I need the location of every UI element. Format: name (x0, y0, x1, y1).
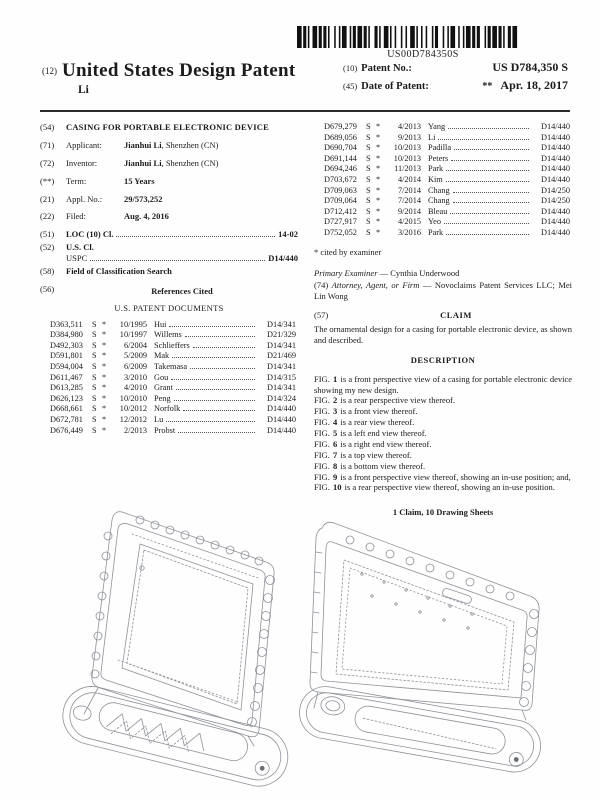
dotted-leader (451, 160, 529, 161)
ref-classification: D14/250 (540, 196, 570, 206)
ref-inventor-name: Kim (428, 175, 443, 185)
ref-kind-code: S (366, 164, 371, 174)
drawing-sheet (0, 498, 600, 800)
dash: — (422, 280, 432, 291)
ref-patent-number: D694,246 (324, 164, 357, 174)
front-perspective-figure (58, 502, 300, 800)
loc-label: LOC (10) Cl. (66, 229, 114, 240)
uscl-num: (52) (40, 242, 55, 253)
invention-title: CASING FOR PORTABLE ELECTRONIC DEVICE (66, 122, 269, 132)
dotted-leader (193, 347, 255, 348)
ref-star: * (376, 196, 381, 206)
ref-classification: D14/440 (540, 122, 570, 131)
date-code: (45) (343, 81, 358, 91)
field-num: (22) (40, 211, 55, 222)
us-class-row (40, 242, 298, 264)
ref-kind-code: S (366, 185, 371, 195)
dotted-leader (438, 139, 529, 140)
ref-star: * (102, 330, 107, 340)
dotted-leader (185, 336, 255, 337)
ref-classification: D14/440 (540, 164, 570, 174)
ref-date: 4/2010 (123, 383, 147, 393)
ref-star: * (376, 228, 381, 238)
field-label: Appl. No.: (66, 193, 103, 204)
field-value: 15 Years (124, 175, 155, 186)
figure-description: FIG. 4 is a rear view thereof. (314, 417, 415, 428)
figure-description: FIG. 2 is a rear perspective view thereof. (314, 395, 456, 406)
dotted-leader (453, 202, 529, 203)
ref-inventor-name: Takemasa (154, 361, 188, 371)
ref-inventor-name: Padilla (428, 143, 452, 153)
uscl-sub: USPC (66, 253, 88, 263)
ref-date: 10/1995 (119, 319, 147, 329)
ref-date: 2/2013 (123, 425, 147, 435)
ref-classification: D14/315 (266, 372, 296, 382)
figure-description: FIG. 10 is a rear perspective view thereof, showing an in-use position. (314, 482, 555, 493)
ref-date: 10/2013 (393, 153, 421, 163)
cited-by-examiner-note: * cited by examiner (314, 246, 382, 257)
ref-inventor-name: Mak (154, 351, 170, 361)
ref-inventor-name: Peng (154, 393, 171, 403)
ref-star: * (376, 143, 381, 153)
reference-row (50, 404, 296, 415)
ref-star: * (102, 351, 107, 361)
reference-row (50, 351, 296, 362)
ref-star: * (376, 175, 381, 185)
claim-heading: CLAIM (440, 310, 472, 321)
ref-classification: D14/341 (266, 383, 296, 393)
ref-date: 7/2014 (397, 196, 421, 206)
ref-inventor-name: Yeo (428, 217, 441, 227)
ref-star: * (376, 153, 381, 163)
ref-inventor-name: Hui (154, 319, 167, 329)
reference-row (324, 207, 570, 218)
field-num: (72) (40, 157, 55, 168)
ref-patent-number: D363,511 (50, 319, 83, 329)
ref-classification: D14/440 (540, 153, 570, 163)
ref-classification: D14/440 (540, 143, 570, 153)
ref-inventor-name: Chang (428, 196, 450, 206)
ref-patent-number: D384,980 (50, 330, 83, 340)
ref-patent-number: D727,917 (324, 217, 357, 227)
dotted-leader (116, 236, 275, 237)
primary-examiner-label: Primary Examiner (314, 267, 378, 278)
dotted-leader (450, 213, 529, 214)
dotted-leader (446, 234, 529, 235)
ref-star: * (102, 393, 107, 403)
barcode (297, 26, 549, 48)
ref-inventor-name: Gou (154, 372, 169, 382)
attorney-line (314, 280, 572, 302)
ref-kind-code: S (366, 196, 371, 206)
ref-kind-code: S (366, 153, 371, 163)
reference-row (324, 175, 570, 186)
ref-kind-code: S (92, 319, 97, 329)
ref-classification: D14/440 (540, 132, 570, 142)
field-num: (71) (40, 139, 55, 150)
loc-value: 14-02 (278, 229, 298, 240)
reference-row (324, 186, 570, 197)
field-label: Term: (66, 175, 87, 186)
refs-num: (56) (40, 283, 55, 294)
attorney-num: (74) (314, 280, 329, 291)
invention-title-row (40, 122, 298, 133)
reference-row (50, 330, 296, 341)
ref-patent-number: D672,781 (50, 414, 83, 424)
ref-inventor-name: Chang (428, 185, 450, 195)
ref-classification: D14/341 (266, 340, 296, 350)
header-right (343, 60, 568, 96)
ref-classification: D14/341 (266, 319, 296, 329)
reference-row (50, 383, 296, 394)
dotted-leader (446, 170, 529, 171)
ref-inventor-name: Grant (154, 383, 173, 393)
bibliographic-field-row (40, 176, 298, 187)
figure-description: FIG. 3 is a front view thereof. (314, 406, 418, 417)
kind-code: (12) (42, 66, 57, 76)
dotted-leader (169, 326, 255, 327)
field-value: 29/573,252 (124, 193, 163, 204)
barcode-block (292, 26, 554, 60)
ref-classification: D14/250 (540, 185, 570, 195)
claim-heading-row (314, 310, 572, 321)
bibliographic-field-row (40, 158, 298, 169)
page-title: United States Design Patent (62, 60, 296, 81)
ref-inventor-name: Willems (154, 330, 182, 340)
date-label: Date of Patent: (361, 81, 429, 92)
ref-classification: D14/324 (266, 393, 296, 403)
reference-row (50, 415, 296, 426)
ref-date: 10/2013 (393, 143, 421, 153)
reference-row (324, 154, 570, 165)
ref-date: 10/1997 (119, 330, 147, 340)
ref-date: 4/2015 (397, 217, 421, 227)
ref-classification: D14/440 (540, 217, 570, 227)
ref-patent-number: D591,801 (50, 351, 83, 361)
figure-description: FIG. 9 is a front perspective view thereof, showing an in-use position; and, (314, 471, 571, 482)
figure-description: FIG. 1 is a front perspective view of a casing for portable electronic device showing my new design. (314, 373, 573, 395)
ref-inventor-name: Schlieffers (154, 340, 190, 350)
ref-classification: D14/440 (540, 206, 570, 216)
ref-kind-code: S (92, 404, 97, 414)
ref-classification: D14/440 (540, 228, 570, 238)
us-patent-documents-heading: U.S. PATENT DOCUMENTS (114, 302, 224, 313)
ref-star: * (376, 217, 381, 227)
dotted-leader (454, 149, 529, 150)
dotted-leader (166, 421, 255, 422)
patent-no-label: Patent No.: (361, 63, 412, 74)
patent-no-value: US D784,350 S (492, 60, 568, 74)
ref-patent-number: D679,279 (324, 122, 357, 131)
ref-inventor-name: Yang (428, 122, 446, 131)
field-label: Filed: (66, 211, 86, 222)
ref-date: 7/2014 (397, 185, 421, 195)
ref-kind-code: S (366, 132, 371, 142)
ref-kind-code: S (92, 383, 97, 393)
reference-list-right (314, 122, 572, 239)
figure-descriptions (314, 374, 572, 494)
bibliographic-field-row (40, 194, 298, 205)
ref-kind-code: S (366, 228, 371, 238)
reference-row (324, 122, 570, 133)
ref-star: * (102, 340, 107, 350)
ref-inventor-name: Li (428, 132, 436, 142)
ref-date: 10/2010 (119, 393, 147, 403)
examiner-attorney-block (314, 268, 572, 303)
dotted-leader (171, 379, 255, 380)
dotted-leader (453, 192, 529, 193)
ref-date: 3/2016 (397, 228, 421, 238)
ref-date: 3/2010 (123, 372, 147, 382)
fcs-label: Field of Classification Search (66, 265, 172, 276)
rear-perspective-figure (292, 512, 562, 780)
patent-no-code: (10) (343, 63, 358, 73)
uscl-value: D14/440 (268, 253, 298, 263)
ref-classification: D14/341 (266, 361, 296, 371)
reference-row (50, 373, 296, 384)
ref-inventor-name: Peters (428, 153, 449, 163)
ref-patent-number: D613,285 (50, 383, 83, 393)
dotted-leader (448, 128, 529, 129)
ref-patent-number: D594,004 (50, 361, 83, 371)
attorney-label: Attorney, Agent, or Firm (331, 280, 420, 291)
reference-row (50, 341, 296, 352)
ref-patent-number: D703,672 (324, 175, 357, 185)
ref-star: * (102, 383, 107, 393)
reference-row (50, 362, 296, 373)
ref-date: 5/2009 (123, 351, 147, 361)
primary-examiner-line (314, 268, 572, 279)
ref-patent-number: D690,704 (324, 143, 357, 153)
ref-inventor-name: Probst (154, 425, 176, 435)
description-heading: DESCRIPTION (410, 354, 476, 365)
title-num: (54) (40, 122, 55, 132)
reference-row (324, 228, 570, 239)
ref-kind-code: S (92, 414, 97, 424)
figure-description: FIG. 6 is a right end view thereof. (314, 438, 432, 449)
dotted-leader (444, 223, 529, 224)
reference-row (50, 320, 296, 331)
ref-classification: D14/440 (266, 425, 296, 435)
dotted-leader (190, 368, 255, 369)
ref-patent-number: D691,144 (324, 153, 357, 163)
ref-star: * (376, 206, 381, 216)
ref-star: * (102, 361, 107, 371)
ref-star: * (102, 404, 107, 414)
ref-kind-code: S (92, 372, 97, 382)
ref-date: 11/2013 (394, 164, 421, 174)
references-heading: References Cited (151, 285, 213, 296)
bibliographic-field-row (40, 211, 298, 222)
uscl-label: U.S. Cl. (66, 242, 94, 253)
primary-examiner-name: Cynthia Underwood (390, 267, 460, 278)
header-rule (40, 110, 570, 112)
dotted-leader (172, 357, 255, 358)
dotted-leader (446, 181, 529, 182)
field-label: Inventor: (66, 157, 98, 168)
bibliographic-field-row (40, 140, 298, 151)
dotted-leader (90, 260, 265, 261)
ref-star: * (376, 164, 381, 174)
header-left (42, 60, 295, 96)
left-column (40, 122, 298, 518)
ref-inventor-name: Park (428, 164, 444, 174)
field-label: Applicant: (66, 139, 102, 150)
reference-row (50, 394, 296, 405)
date-value (482, 78, 568, 93)
field-value: Aug. 4, 2016 (124, 211, 169, 222)
field-search-row (40, 266, 298, 277)
ref-inventor-name: Lu (154, 414, 164, 424)
dash: — (379, 267, 389, 278)
ref-kind-code: S (92, 351, 97, 361)
claims-sheets-line: 1 Claim, 10 Drawing Sheets (392, 507, 494, 518)
ref-date: 4/2014 (397, 175, 421, 185)
ref-kind-code: S (366, 175, 371, 185)
field-num: (21) (40, 193, 55, 204)
dotted-leader (174, 400, 255, 401)
ref-date: 9/2013 (397, 132, 421, 142)
dotted-leader (183, 410, 255, 411)
ref-date: 9/2014 (397, 206, 421, 216)
inventor-surname: Li (78, 84, 89, 96)
ref-patent-number: D626,123 (50, 393, 83, 403)
ref-classification: D14/440 (266, 414, 296, 424)
field-value: Jianhui Li, Shenzhen (CN) (124, 157, 219, 168)
ref-star: * (376, 122, 381, 131)
ref-star: * (102, 372, 107, 382)
reference-row (324, 164, 570, 175)
ref-star: * (102, 425, 107, 435)
ref-kind-code: S (366, 143, 371, 153)
reference-list-left (40, 320, 298, 437)
bibliographic-fields (40, 140, 298, 222)
reference-row (324, 133, 570, 144)
ref-star: * (376, 185, 381, 195)
barcode-text: US00D784350S (387, 49, 459, 60)
ref-inventor-name: Bleau (428, 206, 448, 216)
ref-patent-number: D752,052 (324, 228, 357, 238)
ref-classification: D21/329 (266, 330, 296, 340)
ref-patent-number: D712,412 (324, 206, 357, 216)
patent-number-row (343, 60, 568, 75)
attorney-name: Novoclaims Patent Services LLC; Mei Lin Wong (314, 280, 573, 302)
loc-num: (51) (40, 229, 55, 240)
ref-kind-code: S (366, 206, 371, 216)
ref-inventor-name: Norfolk (154, 404, 181, 414)
right-column (314, 122, 572, 518)
examiner-stars: ** (482, 81, 493, 92)
ref-date: 12/2012 (119, 414, 147, 424)
reference-row (324, 143, 570, 154)
figure-description: FIG. 8 is a bottom view thereof. (314, 460, 426, 471)
dotted-leader (178, 432, 255, 433)
ref-patent-number: D689,056 (324, 132, 357, 142)
ref-patent-number: D709,063 (324, 185, 357, 195)
ref-date: 4/2013 (397, 122, 421, 131)
ref-patent-number: D492,303 (50, 340, 83, 350)
figure-description: FIG. 7 is a top view thereof. (314, 449, 412, 460)
ref-star: * (102, 319, 107, 329)
reference-row (50, 426, 296, 437)
ref-kind-code: S (92, 330, 97, 340)
claim-text: The ornamental design for a casing for portable electronic device, as shown and described. (314, 324, 572, 345)
ref-star: * (102, 414, 107, 424)
ref-classification: D21/469 (266, 351, 296, 361)
ref-star: * (376, 132, 381, 142)
date-text: Apr. 18, 2017 (500, 78, 568, 92)
header (42, 60, 568, 96)
loc-class-row (40, 229, 298, 240)
ref-patent-number: D709,064 (324, 196, 357, 206)
patent-date-row (343, 78, 568, 93)
ref-kind-code: S (92, 393, 97, 403)
ref-kind-code: S (92, 425, 97, 435)
reference-row (324, 196, 570, 207)
dotted-leader (176, 389, 255, 390)
ref-kind-code: S (92, 340, 97, 350)
ref-classification: D14/440 (540, 175, 570, 185)
ref-date: 6/2004 (123, 340, 147, 350)
figure-description: FIG. 5 is a left end view thereof. (314, 428, 427, 439)
ref-inventor-name: Park (428, 228, 444, 238)
fcs-num: (58) (40, 265, 55, 276)
ref-classification: D14/440 (266, 404, 296, 414)
ref-kind-code: S (366, 122, 371, 131)
ref-date: 10/2012 (119, 404, 147, 414)
ref-date: 6/2009 (123, 361, 147, 371)
ref-patent-number: D668,661 (50, 404, 83, 414)
ref-patent-number: D611,467 (50, 372, 83, 382)
ref-kind-code: S (92, 361, 97, 371)
body-columns (40, 122, 572, 518)
ref-patent-number: D676,449 (50, 425, 83, 435)
field-num: (**) (40, 175, 55, 186)
field-value: Jianhui Li, Shenzhen (CN) (124, 139, 219, 150)
reference-row (324, 217, 570, 228)
ref-kind-code: S (366, 217, 371, 227)
references-heading-row (40, 284, 298, 303)
claim-num: (57) (314, 310, 329, 321)
